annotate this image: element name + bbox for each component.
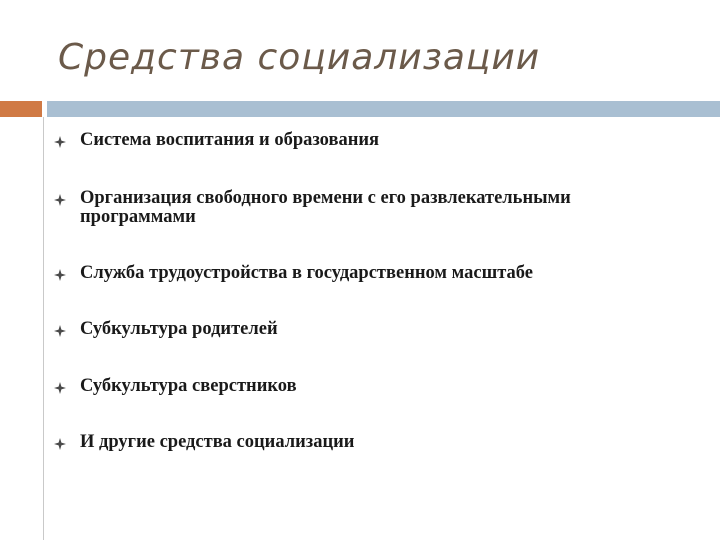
diamond-star-icon bbox=[54, 320, 80, 340]
list-item bbox=[54, 433, 684, 453]
diamond-star-icon bbox=[54, 377, 80, 397]
list-item bbox=[54, 377, 684, 397]
list-item-text: Организация свободного времени с его развлекательными программами bbox=[80, 188, 571, 227]
vertical-divider bbox=[43, 117, 44, 540]
list-item-text: Субкультура сверстников bbox=[80, 376, 297, 396]
list-item-text: Субкультура родителей bbox=[80, 319, 278, 339]
diamond-star-icon bbox=[54, 264, 80, 284]
accent-bar-blue bbox=[47, 101, 720, 117]
diamond-star-icon bbox=[54, 189, 80, 209]
list-item bbox=[54, 189, 684, 227]
diamond-star-icon bbox=[54, 131, 80, 151]
diamond-star-icon bbox=[54, 433, 80, 453]
list-item bbox=[54, 320, 684, 340]
accent-bar-orange bbox=[0, 101, 42, 117]
list-item bbox=[54, 131, 684, 151]
slide-title: Средства социализации bbox=[58, 37, 541, 78]
list-item-text: Система воспитания и образования bbox=[80, 130, 380, 150]
list-item-text: И другие средства социализации bbox=[80, 432, 355, 452]
list-item-text: Служба трудоустройства в государственном масштабе bbox=[80, 263, 533, 283]
list-item bbox=[54, 264, 684, 284]
